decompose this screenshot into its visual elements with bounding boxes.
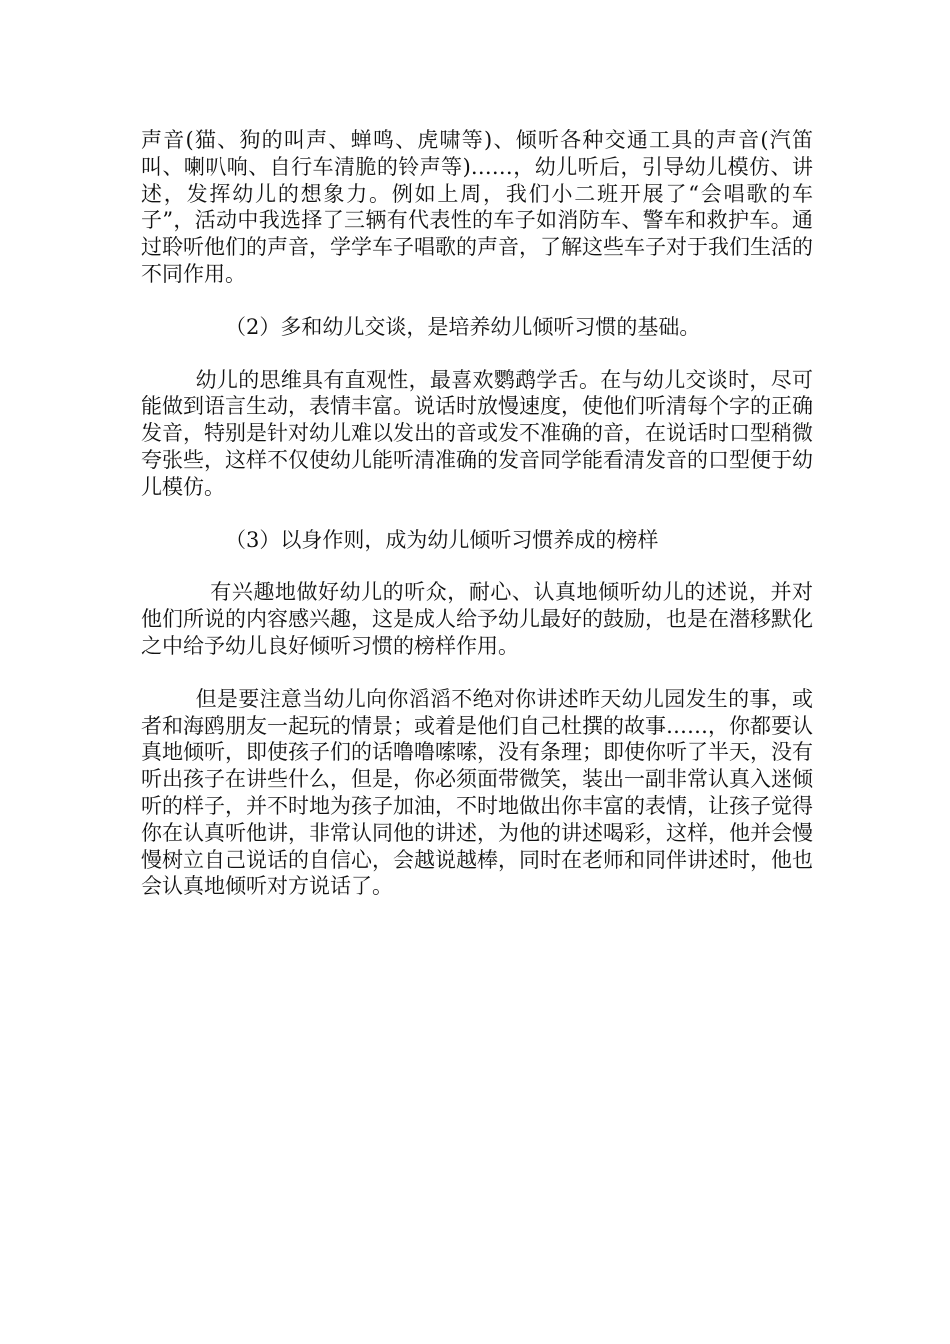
document-body [141,127,813,900]
paragraph-intuitive-thinking: 幼儿的思维具有直观性，最喜欢鹦鹉学舌。在与幼儿交谈时，尽可能做到语言生动，表情丰富。说话时放慢速度，使他们听清每个字的正确发音，特别是针对幼儿难以发出的音或发不准确的音，在说话时口型稍微夸张些，这样不仅使幼儿能听清准确的发音同学能看清发音的口型便于幼儿模仿。 [141,367,813,499]
paragraph-sound-imitation: 声音(猫、狗的叫声、蝉鸣、虎啸等)、倾听各种交通工具的声音(汽笛叫、喇叭响、自行车清脆的铃声等)……，幼儿听后，引导幼儿模仿、讲述，发挥幼儿的想象力。例如上周，我们小二班开展了“会唱歌的车子”，活动中我选择了三辆有代表性的车子如消防车、警车和救护车。通过聆听他们的声音，学学车子唱歌的声音，了解这些车子对于我们生活的不同作用。 [141,128,813,286]
section-heading-talk-with-children: （2）多和幼儿交谈，是培养幼儿倾听习惯的基础。 [225,314,701,339]
paragraph-good-listener: 有兴趣地做好幼儿的听众，耐心、认真地倾听幼儿的述说，并对他们所说的内容感兴趣，这是成人给予幼儿最好的鼓励，也是在潜移默化之中给予幼儿良好倾听习惯的榜样作用。 [141,580,813,658]
section-heading-lead-by-example: （3）以身作则，成为幼儿倾听习惯养成的榜样 [225,527,659,552]
paragraph-attentive-listening: 但是要注意当幼儿向你滔滔不绝对你讲述昨天幼儿园发生的事，或者和海鸥朋友一起玩的情景；或着是他们自己杜撰的故事……，你都要认真地倾听，即使孩子们的话噜噜嗦嗦，没有条理；即使你听了半天，没有听出孩子在讲些什么，但是，你必须面带微笑，装出一副非常认真入迷倾听的样子，并不时地为孩子加油，不时地做出你丰富的表情，让孩子觉得你在认真听他讲，非常认同他的讲述，为他的讲述喝彩，这样，他并会慢慢树立自己说话的自信心，会越说越棒，同时在老师和同伴讲述时，他也会认真地倾听对方说话了。 [141,686,813,899]
